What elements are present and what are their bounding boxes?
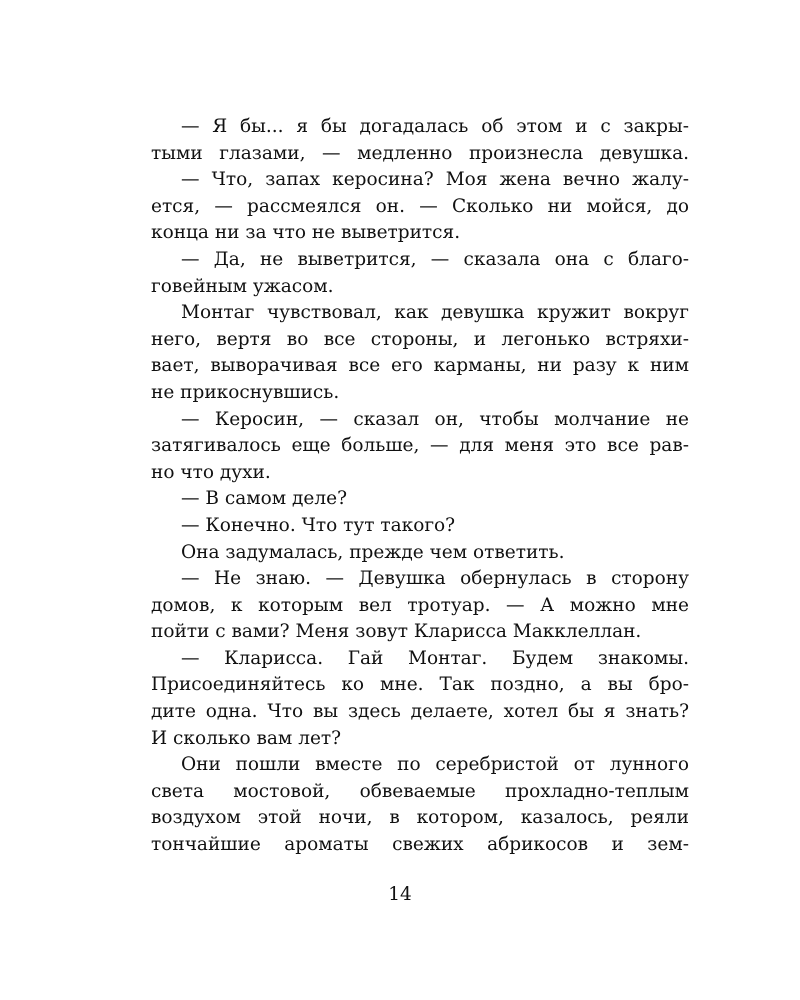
text-line: дите одна. Что вы здесь делаете, хотел бы я знать?	[151, 701, 689, 723]
text-line: ется, — рассмеялся он. — Сколько ни мойся, до	[151, 195, 689, 217]
text-line: Монтаг чувствовал, как девушка кружит вокруг	[181, 302, 689, 324]
body-text	[151, 114, 689, 859]
text-line: света мостовой, обвеваемые прохладно-теплым	[151, 780, 689, 802]
text-line: Она задумалась, прежде чем ответить.	[181, 541, 565, 563]
text-line: — Что, запах керосина? Моя жена вечно жалу-	[181, 169, 689, 191]
page-number: 14	[388, 884, 412, 905]
text-line: тыми глазами, — медленно произнесла девушка.	[151, 142, 689, 164]
paragraph	[151, 407, 689, 487]
text-line: не прикоснувшись.	[151, 381, 340, 403]
text-line: — Да, не выветрится, — сказала она с благо-	[181, 248, 689, 270]
paragraph	[151, 300, 689, 406]
text-line: Они пошли вместе по серебристой от лунного	[181, 754, 689, 776]
text-line: Присоединяйтесь ко мне. Так поздно, а вы бро-	[151, 674, 689, 696]
paragraph	[151, 566, 689, 646]
text-line: — Не знаю. — Девушка обернулась в сторону	[181, 568, 689, 590]
text-line: И сколько вам лет?	[151, 727, 342, 749]
paragraph	[151, 486, 689, 513]
paragraph	[151, 247, 689, 300]
text-line: но что духи.	[151, 461, 271, 483]
text-line: него, вертя во все стороны, и легонько встряхи-	[151, 328, 689, 350]
text-line: — Конечно. Что тут такого?	[181, 514, 456, 536]
text-line: домов, к которым вел тротуар. — А можно мне	[151, 594, 689, 616]
paragraph	[151, 167, 689, 247]
text-line: конца ни за что не выветрится.	[151, 222, 461, 244]
text-line: воздухом этой ночи, в котором, казалось, реяли	[151, 807, 689, 829]
paragraph	[151, 540, 689, 567]
text-line: — Я бы... я бы догадалась об этом и с закры-	[181, 116, 689, 137]
paragraph	[151, 513, 689, 540]
text-line: — Кларисса. Гай Монтаг. Будем знакомы.	[181, 647, 689, 669]
text-line: тончайшие ароматы свежих абрикосов и зем-	[151, 834, 689, 856]
text-line: вает, выворачивая все его карманы, ни разу к ним	[151, 355, 689, 377]
text-line: пойти с вами? Меня зовут Кларисса Макклеллан.	[151, 621, 642, 643]
text-line: говейным ужасом.	[151, 275, 334, 297]
text-line: — В самом деле?	[181, 488, 348, 510]
text-line: — Керосин, — сказал он, чтобы молчание не	[181, 408, 689, 430]
paragraph	[151, 752, 689, 858]
text-line: затягивалось еще больше, — для меня это все рав-	[151, 435, 689, 457]
paragraph	[151, 114, 689, 167]
paragraph	[151, 646, 689, 752]
